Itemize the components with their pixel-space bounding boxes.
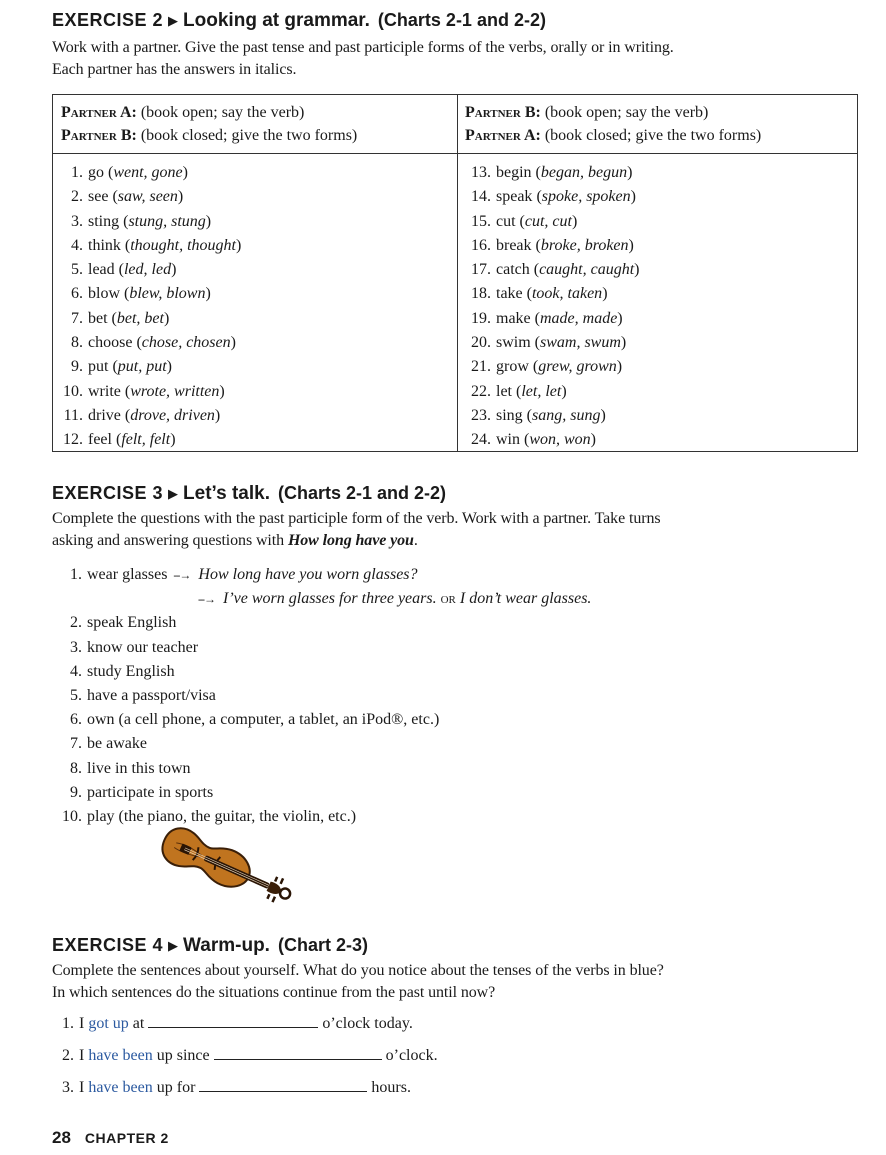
verb-forms: let, let <box>521 382 562 400</box>
verb-forms: bet, bet <box>116 309 164 327</box>
sentence-text: o’clock. <box>385 1047 438 1064</box>
item-prompt: study English <box>87 662 175 680</box>
partner-label: Partner A: <box>465 127 541 144</box>
item-prompt: know our teacher <box>87 638 199 656</box>
base-verb: see <box>88 188 109 206</box>
base-verb: choose <box>88 334 133 352</box>
verb-forms: went, gone <box>113 164 183 181</box>
verb-forms: spoke, spoken <box>541 188 631 206</box>
base-verb: let <box>496 382 512 400</box>
triangle-right-icon: ▶ <box>168 486 179 501</box>
item-number: 7. <box>71 309 83 327</box>
triangle-right-icon: ▶ <box>168 938 179 953</box>
item-number: 2. <box>62 1047 74 1064</box>
verb-forms-table <box>52 94 858 452</box>
verb-forms: broke, broken <box>540 236 629 254</box>
verb-forms: won, won <box>529 431 591 449</box>
question-item <box>60 732 591 756</box>
verb-forms: caught, caught <box>539 261 635 279</box>
answer-blank[interactable] <box>148 1013 318 1028</box>
item-number: 4. <box>71 236 83 254</box>
question-item <box>60 636 591 660</box>
verb-forms: made, made <box>539 309 618 327</box>
exercise-3-heading <box>52 483 446 505</box>
exercise-title: Looking at grammar. <box>183 10 370 31</box>
blue-verb: have been <box>88 1047 153 1064</box>
base-verb: sting <box>88 212 120 230</box>
base-verb: take <box>496 285 523 303</box>
question-item <box>60 757 591 781</box>
column-header <box>465 95 855 147</box>
sentence-text: at <box>132 1015 145 1032</box>
verb-row: 4. think (thought, thought) <box>61 234 241 258</box>
item-prompt: live in this town <box>87 759 191 777</box>
exercise-4-instructions <box>52 960 852 1004</box>
example-item <box>60 587 591 611</box>
base-verb: cut <box>496 212 516 230</box>
verb-list-left <box>61 161 241 453</box>
base-verb: put <box>88 358 109 376</box>
verb-forms: grew, grown <box>538 358 617 376</box>
table-column-left <box>61 95 453 449</box>
verb-row: 18. take (took, taken) <box>465 282 640 306</box>
item-number: 7. <box>70 735 82 753</box>
blue-verb: have been <box>88 1079 153 1096</box>
partner-label: Partner A: <box>61 104 137 121</box>
base-verb: lead <box>88 261 115 279</box>
partner-role: (book open; say the verb) <box>140 104 305 121</box>
item-number: 23. <box>471 406 491 424</box>
verb-row: 12. feel (felt, felt) <box>61 428 241 452</box>
instruction-line: In which sentences do the situations continue from the past until now? <box>52 984 496 1001</box>
sentence-text: I <box>79 1047 85 1064</box>
sentence-text: I <box>79 1079 85 1096</box>
exercise-4-heading <box>52 935 368 957</box>
arrow-right-icon: --→ <box>198 592 215 607</box>
table-divider <box>53 153 857 154</box>
item-number: 8. <box>71 334 83 352</box>
exercise-number: EXERCISE 3 <box>52 483 164 503</box>
instruction-emphasis: How long have you <box>287 532 414 549</box>
verb-forms: took, taken <box>531 285 603 303</box>
verb-forms: put, put <box>117 358 167 376</box>
verb-forms: led, led <box>123 261 172 279</box>
exercise-2-instructions <box>52 37 852 81</box>
item-number: 2. <box>70 614 82 632</box>
verb-row: 11. drive (drove, driven) <box>61 404 241 428</box>
chart-reference: (Charts 2-1 and 2-2) <box>278 483 447 503</box>
verb-row: 15. cut (cut, cut) <box>465 210 640 234</box>
verb-forms: cut, cut <box>524 212 572 230</box>
item-prompt: own (a cell phone, a computer, a tablet, an iPod®, etc.) <box>87 711 440 729</box>
item-number: 12. <box>63 431 83 449</box>
instruction-line: Work with a partner. Give the past tense and past participle forms of the verbs, orally or in writing. <box>52 39 674 56</box>
verb-forms: stung, stung <box>128 212 206 230</box>
item-number: 4. <box>70 662 82 680</box>
base-verb: blow <box>88 285 120 303</box>
item-number: 6. <box>70 711 82 729</box>
item-number: 16. <box>471 236 491 254</box>
column-header <box>61 95 453 147</box>
item-number: 8. <box>70 759 82 777</box>
sentence-text: o’clock today. <box>322 1015 413 1032</box>
sentence-item <box>60 1045 438 1077</box>
base-verb: speak <box>496 188 533 206</box>
item-number: 6. <box>71 285 83 303</box>
verb-forms: drove, driven <box>130 406 215 424</box>
verb-forms: swam, swum <box>540 334 621 352</box>
blue-verb: got up <box>88 1015 129 1032</box>
question-item <box>60 611 591 635</box>
base-verb: go <box>88 164 104 181</box>
verb-forms: sang, sung <box>532 406 601 424</box>
sentence-text: up for <box>156 1079 196 1096</box>
sentence-item <box>60 1013 438 1045</box>
item-prompt: wear glasses <box>87 566 168 583</box>
answer-blank[interactable] <box>199 1077 367 1092</box>
item-prompt: play (the piano, the guitar, the violin, etc.) <box>87 808 357 826</box>
verb-row: 16. break (broke, broken) <box>465 234 640 258</box>
answer-blank[interactable] <box>214 1045 382 1060</box>
exercise-number: EXERCISE 4 <box>52 935 164 955</box>
verb-row: 8. choose (chose, chosen) <box>61 331 241 355</box>
question-item <box>60 781 591 805</box>
verb-row: 13. begin (began, begun) <box>465 161 640 185</box>
item-number: 21. <box>471 358 491 376</box>
violin-icon <box>152 826 336 906</box>
instruction-line: Complete the sentences about yourself. What do you notice about the tenses of the verbs in blue? <box>52 962 664 979</box>
question-item <box>60 684 591 708</box>
chart-reference: (Chart 2-3) <box>277 935 368 955</box>
item-prompt: participate in sports <box>87 783 214 801</box>
verb-forms: thought, thought <box>130 236 236 254</box>
base-verb: begin <box>496 164 532 181</box>
base-verb: drive <box>88 406 121 424</box>
item-number: 3. <box>70 638 82 656</box>
verb-row: 21. grow (grew, grown) <box>465 355 640 379</box>
base-verb: feel <box>88 431 112 449</box>
item-number: 24. <box>471 431 491 449</box>
verb-row: 23. sing (sang, sung) <box>465 404 640 428</box>
verb-forms: felt, felt <box>121 431 171 449</box>
question-item <box>60 660 591 684</box>
item-number: 20. <box>471 334 491 352</box>
question-item <box>60 708 591 732</box>
item-number: 1. <box>70 566 82 583</box>
sentence-item <box>60 1077 438 1109</box>
example-answer: I don’t wear glasses. <box>459 590 592 608</box>
partner-label: Partner B: <box>465 104 541 121</box>
base-verb: grow <box>496 358 529 376</box>
item-number: 5. <box>70 687 82 705</box>
item-prompt: be awake <box>87 735 147 753</box>
base-verb: win <box>496 431 520 449</box>
item-number: 1. <box>62 1015 74 1032</box>
partner-role: (book closed; give the two forms) <box>544 127 762 144</box>
base-verb: bet <box>88 309 108 327</box>
item-number: 2. <box>71 188 83 206</box>
item-number: 9. <box>70 783 82 801</box>
page-footer <box>52 1128 169 1148</box>
verb-forms: saw, seen <box>117 188 178 206</box>
base-verb: think <box>88 236 121 254</box>
verb-row: 17. catch (caught, caught) <box>465 258 640 282</box>
base-verb: break <box>496 236 532 254</box>
exercise-3-instructions <box>52 508 852 552</box>
verb-row: 5. lead (led, led) <box>61 258 241 282</box>
question-list <box>60 563 591 829</box>
item-number: 11. <box>63 406 83 424</box>
item-number: 10. <box>63 382 83 400</box>
instruction-text: asking and answering questions with <box>52 532 285 549</box>
partner-role: (book closed; give the two forms) <box>140 127 358 144</box>
chart-reference: (Charts 2-1 and 2-2) <box>377 10 546 30</box>
verb-list-right <box>465 161 640 453</box>
item-number: 19. <box>471 309 491 327</box>
sentence-text: I <box>79 1015 85 1032</box>
verb-row: 2. see (saw, seen) <box>61 185 241 209</box>
item-number: 3. <box>62 1079 74 1096</box>
example-answer: I’ve worn glasses for three years. <box>223 590 437 608</box>
verb-row: 1. go (went, gone) <box>61 161 241 185</box>
base-verb: catch <box>496 261 530 279</box>
item-number: 3. <box>71 212 83 230</box>
item-number: 18. <box>471 285 491 303</box>
base-verb: make <box>496 309 531 327</box>
verb-row: 9. put (put, put) <box>61 355 241 379</box>
triangle-right-icon: ▶ <box>168 13 179 28</box>
verb-row: 22. let (let, let) <box>465 380 640 404</box>
item-number: 15. <box>471 212 491 230</box>
example-item <box>60 563 591 587</box>
item-prompt: have a passport/visa <box>87 687 216 705</box>
exercise-number: EXERCISE 2 <box>52 10 164 30</box>
question-items <box>60 611 591 829</box>
item-number: 14. <box>471 188 491 206</box>
verb-row: 3. sting (stung, stung) <box>61 210 241 234</box>
verb-forms: blew, blown <box>129 285 206 303</box>
verb-row: 19. make (made, made) <box>465 307 640 331</box>
exercise-title: Warm-up. <box>183 935 270 956</box>
verb-row: 6. blow (blew, blown) <box>61 282 241 306</box>
verb-row: 14. speak (spoke, spoken) <box>465 185 640 209</box>
partner-label: Partner B: <box>61 127 137 144</box>
base-verb: write <box>88 382 121 400</box>
sentence-list <box>60 1013 438 1109</box>
verb-forms: wrote, written <box>130 382 220 400</box>
verb-row: 10. write (wrote, written) <box>61 380 241 404</box>
instruction-text: . <box>413 532 418 549</box>
item-number: 13. <box>471 164 491 181</box>
item-number: 5. <box>71 261 83 279</box>
item-prompt: speak English <box>87 614 177 632</box>
item-number: 22. <box>471 382 491 400</box>
partner-role: (book open; say the verb) <box>544 104 709 121</box>
sentence-text: hours. <box>371 1079 411 1096</box>
verb-forms: chose, chosen <box>141 334 231 352</box>
verb-row: 24. win (won, won) <box>465 428 640 452</box>
table-divider <box>457 95 458 451</box>
chapter-label: CHAPTER 2 <box>84 1130 169 1146</box>
verb-row: 7. bet (bet, bet) <box>61 307 241 331</box>
arrow-right-icon: --→ <box>173 568 191 582</box>
instruction-line: Complete the questions with the past participle form of the verb. Work with a partner. Take turns <box>52 510 661 527</box>
table-column-right <box>465 95 855 449</box>
item-number: 1. <box>71 164 83 181</box>
item-number: 17. <box>471 261 491 279</box>
base-verb: sing <box>496 406 523 424</box>
exercise-2-heading <box>52 10 546 32</box>
verb-forms: began, begun <box>540 164 628 181</box>
instruction-line <box>52 530 852 552</box>
or-label: or <box>440 591 456 608</box>
base-verb: swim <box>496 334 531 352</box>
page-number: 28 <box>52 1128 71 1147</box>
item-number: 9. <box>71 358 83 376</box>
example-answer: How long have you worn glasses? <box>198 566 418 583</box>
exercise-title: Let’s talk. <box>183 483 270 504</box>
verb-row: 20. swim (swam, swum) <box>465 331 640 355</box>
instruction-line: Each partner has the answers in italics. <box>52 61 297 78</box>
item-number: 10. <box>62 808 82 826</box>
sentence-text: up since <box>156 1047 210 1064</box>
